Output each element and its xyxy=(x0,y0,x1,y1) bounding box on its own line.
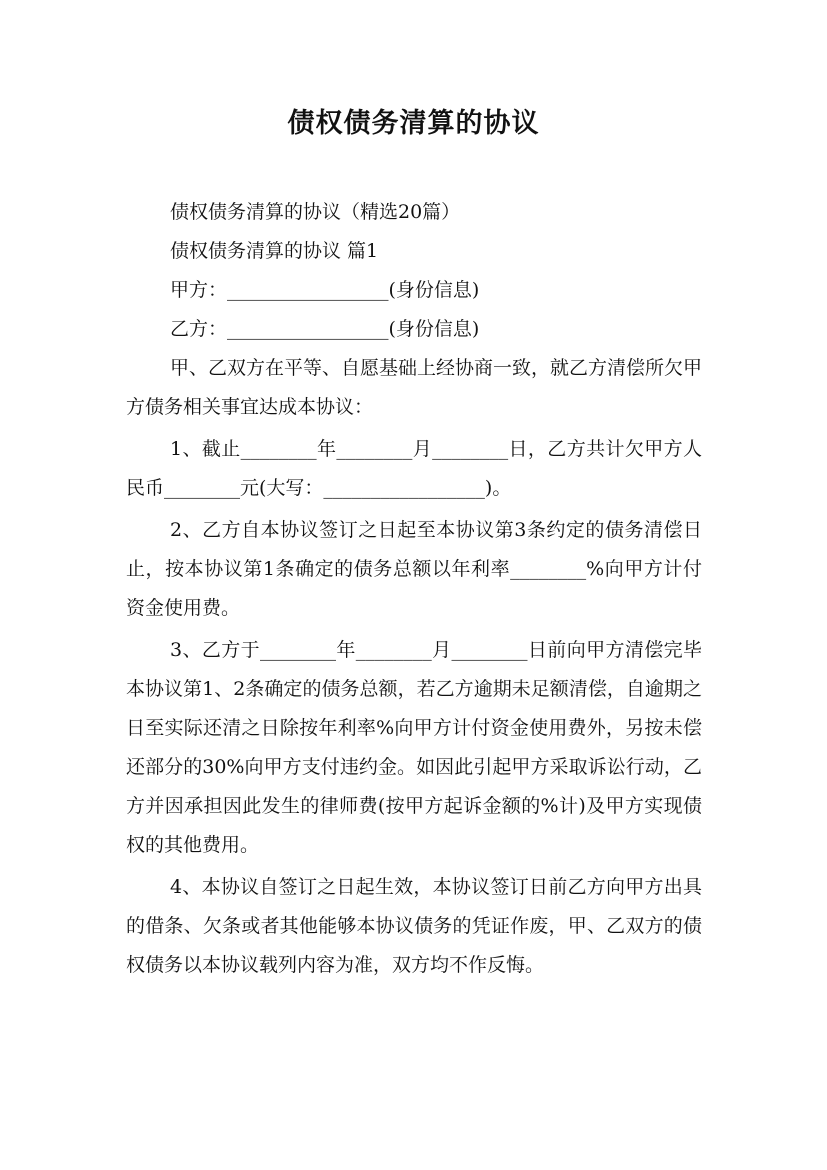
document-body xyxy=(126,193,702,988)
clause-3: 3、乙方于________年________月________日前向甲方清偿完毕本协议第1、2条确定的债务总额，若乙方逾期未足额清偿，自逾期之日至实际还清之日除按年利率%向甲方计付资金使用费外，另按未偿还部分的30%向甲方支付违约金。如因此引起甲方采取诉讼行动，乙方并因承担因此发生的律师费(按甲方起诉金额的%计)及甲方实现债权的其他费用。 xyxy=(126,639,702,856)
clause-2: 2、乙方自本协议签订之日起至本协议第3条约定的债务清偿日止，按本协议第1条确定的债务总额以年利率________%向甲方计付资金使用费。 xyxy=(126,519,702,619)
clause-1: 1、截止________年________月________日，乙方共计欠甲方人民币________元(大写：_________________)。 xyxy=(126,438,702,499)
clause-4: 4、本协议自签订之日起生效，本协议签订日前乙方向甲方出具的借条、欠条或者其他能够本协议债务的凭证作废，甲、乙双方的债权债务以本协议载列内容为准，双方均不作反悔。 xyxy=(126,876,702,976)
party-a-line: 甲方：_________________(身份信息) xyxy=(170,279,480,301)
document-title: 债权债务清算的协议 xyxy=(287,108,540,139)
preamble-paragraph: 甲、乙双方在平等、自愿基础上经协商一致，就乙方清偿所欠甲方债务相关事宜达成本协议： xyxy=(126,357,703,418)
section-heading: 债权债务清算的协议 篇1 xyxy=(170,240,379,262)
intro-line: 债权债务清算的协议（精选20篇） xyxy=(170,201,461,223)
party-b-line: 乙方：_________________(身份信息) xyxy=(170,318,480,340)
